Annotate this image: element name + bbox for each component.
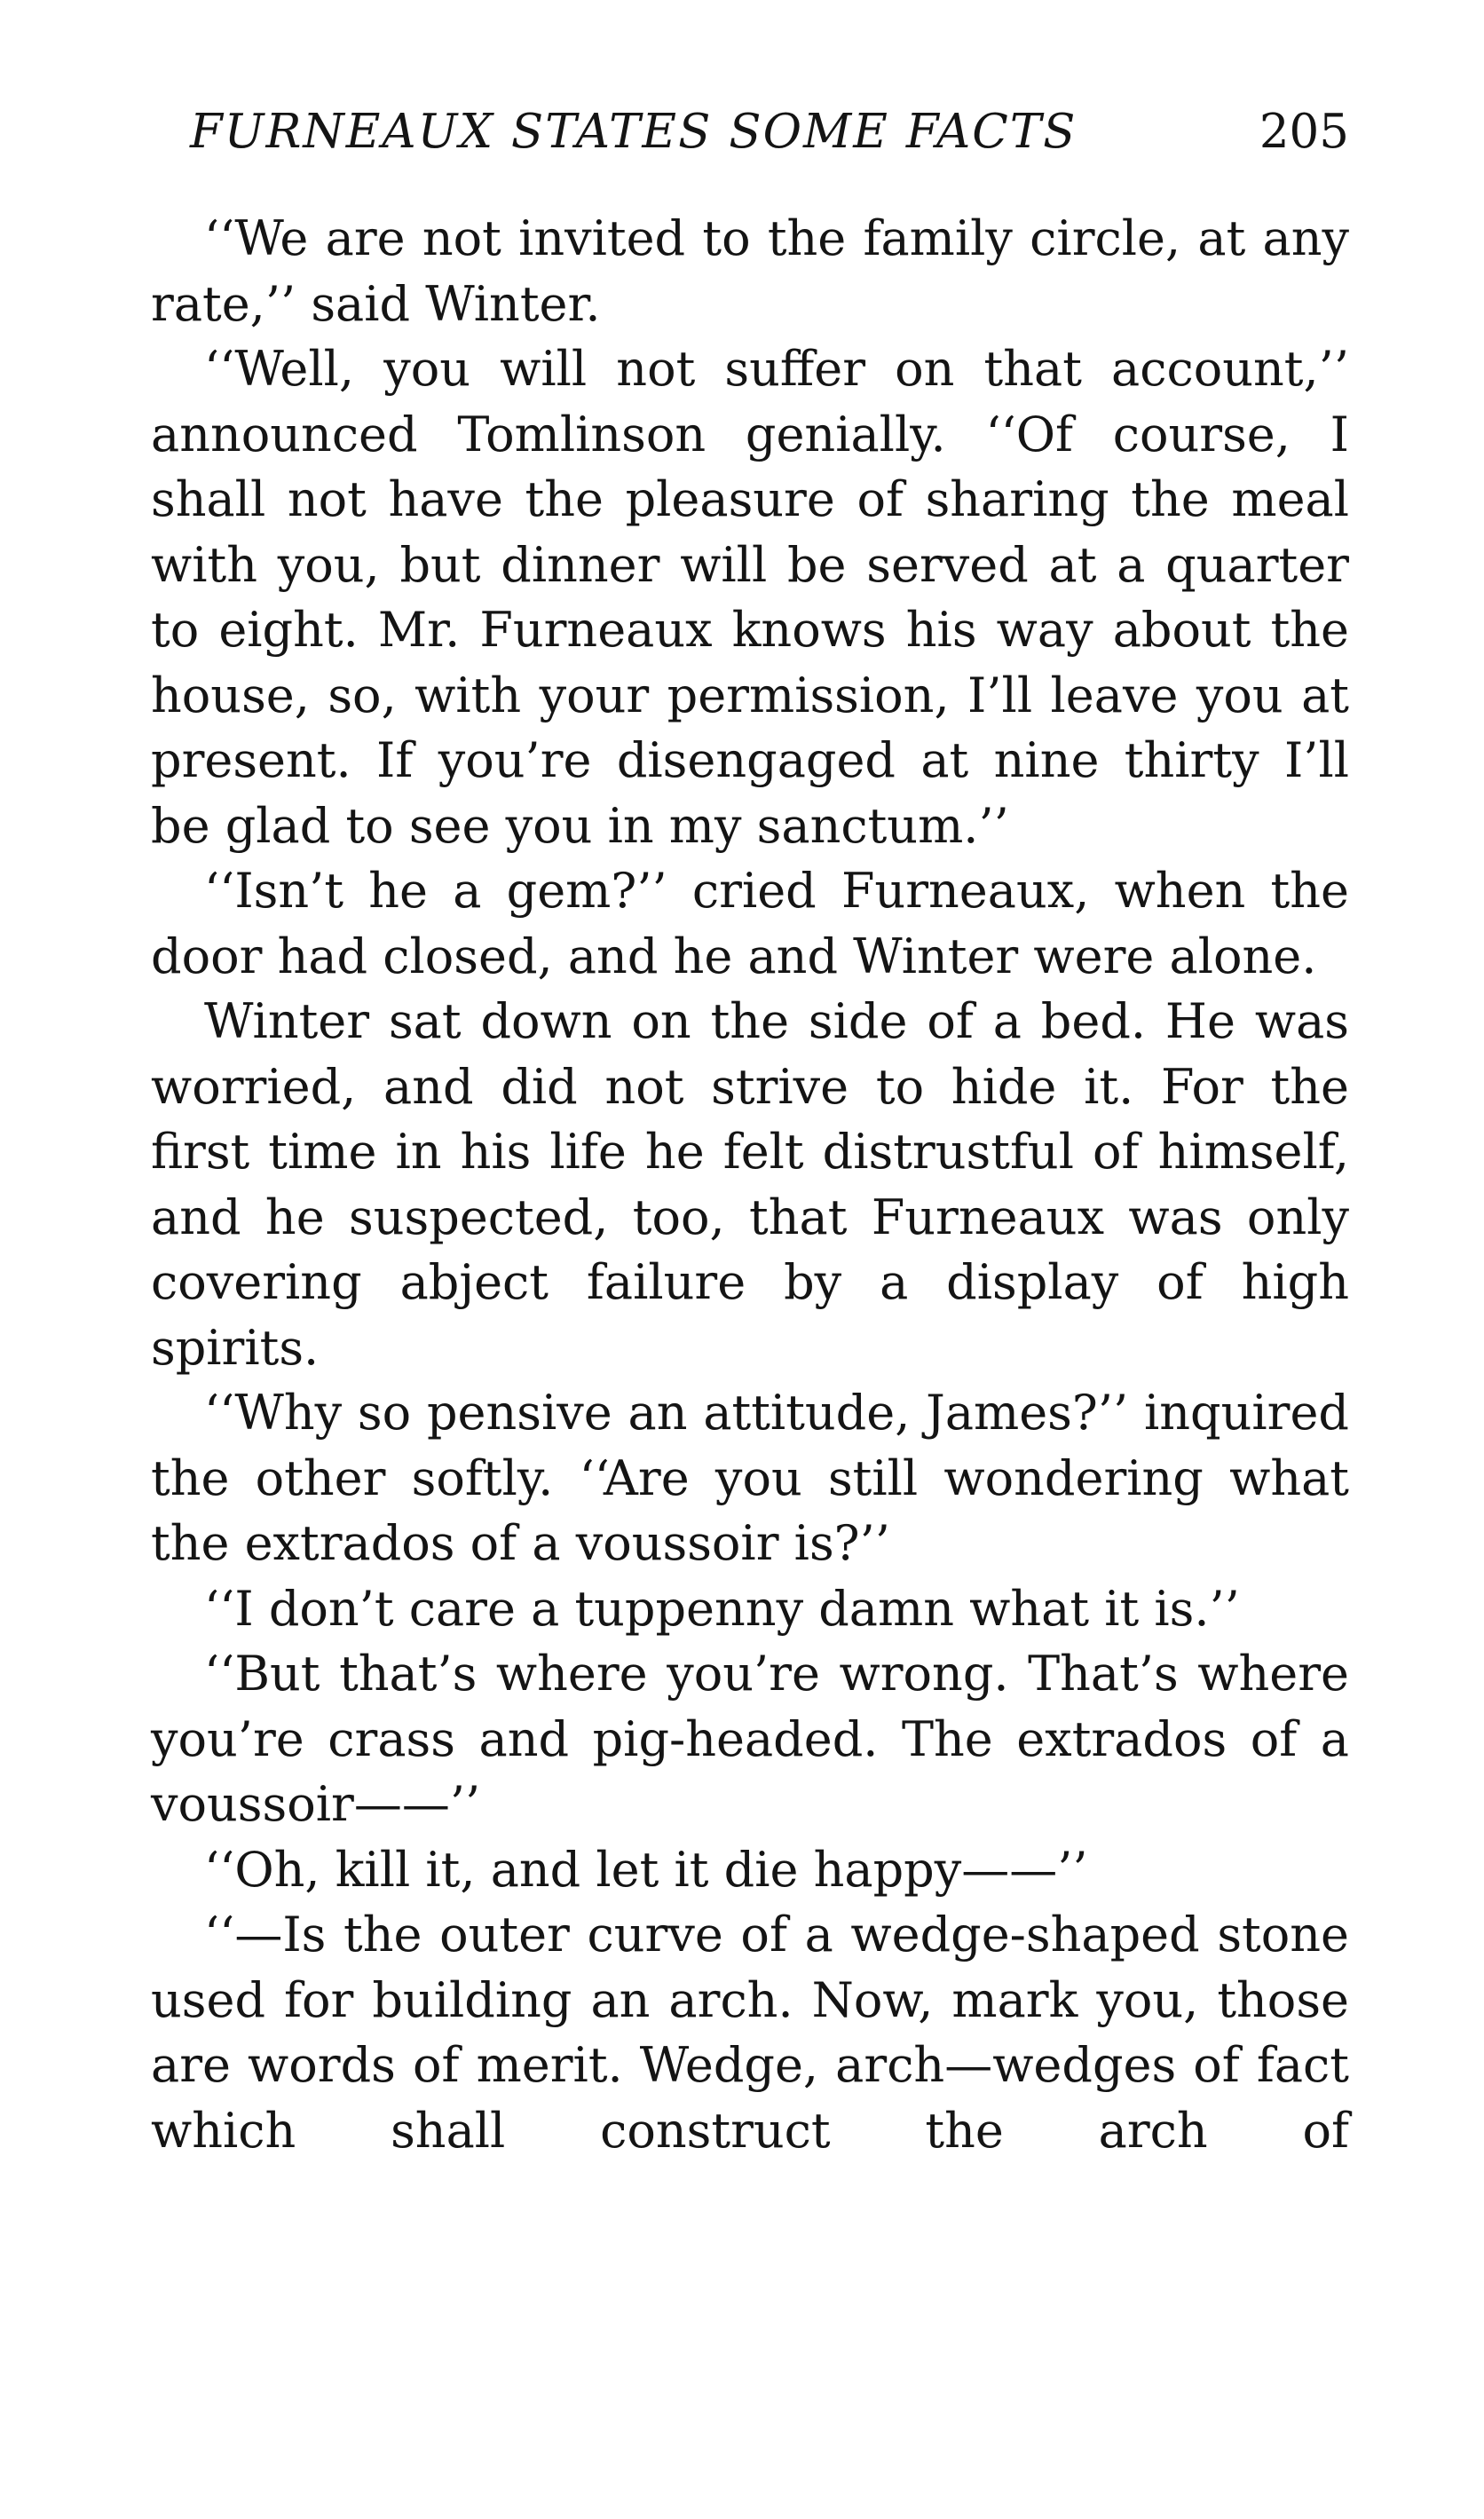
paragraph: ‘‘Why so pensive an attitude, James?’’ inquired the other softly. ‘‘Are you still wondering what the extrados of a voussoir is?’’ [151,1385,1349,1571]
page-header [151,105,1349,176]
running-title: FURNEAUX STATES SOME FACTS [190,105,1077,159]
body-text [151,206,1349,2163]
paragraph: Winter sat down on the side of a bed. He was worried, and did not strive to hide it. For the first time in his life he felt distrustful of himself, and he suspected, too, that Furneaux was only covering abject failure by a display of high spirits. [151,993,1349,1376]
paragraph: ‘‘But that’s where you’re wrong. That’s where you’re crass and pig-headed. The extrados of a voussoir——’’ [151,1646,1349,1832]
paragraph: ‘‘We are not invited to the family circle, at any rate,’’ said Winter. [151,210,1349,332]
paragraph: ‘‘—Is the outer curve of a wedge-shaped stone used for building an arch. Now, mark you, those are words of merit. Wedge, arch—wedges of fact which shall construct the arch of [151,1907,1349,2159]
paragraph: ‘‘Well, you will not suffer on that account,’’ announced Tomlinson genially. ‘‘Of course, I shall not have the pleasure of sharing the meal with you, but dinner will be served at a quarter to eight. Mr. Furneaux knows his way about the house, so, with your permission, I’ll leave you at present. If you’re disengaged at nine thirty I’ll be glad to see you in my sanctum.’’ [151,341,1349,854]
paragraph: ‘‘Isn’t he a gem?’’ cried Furneaux, when the door had closed, and he and Winter were alone. [151,863,1349,984]
paragraph: ‘‘Oh, kill it, and let it die happy——’’ [204,1841,1088,1898]
paragraph: ‘‘I don’t care a tuppenny damn what it is.’’ [204,1580,1240,1637]
page-number: 205 [1259,105,1349,159]
